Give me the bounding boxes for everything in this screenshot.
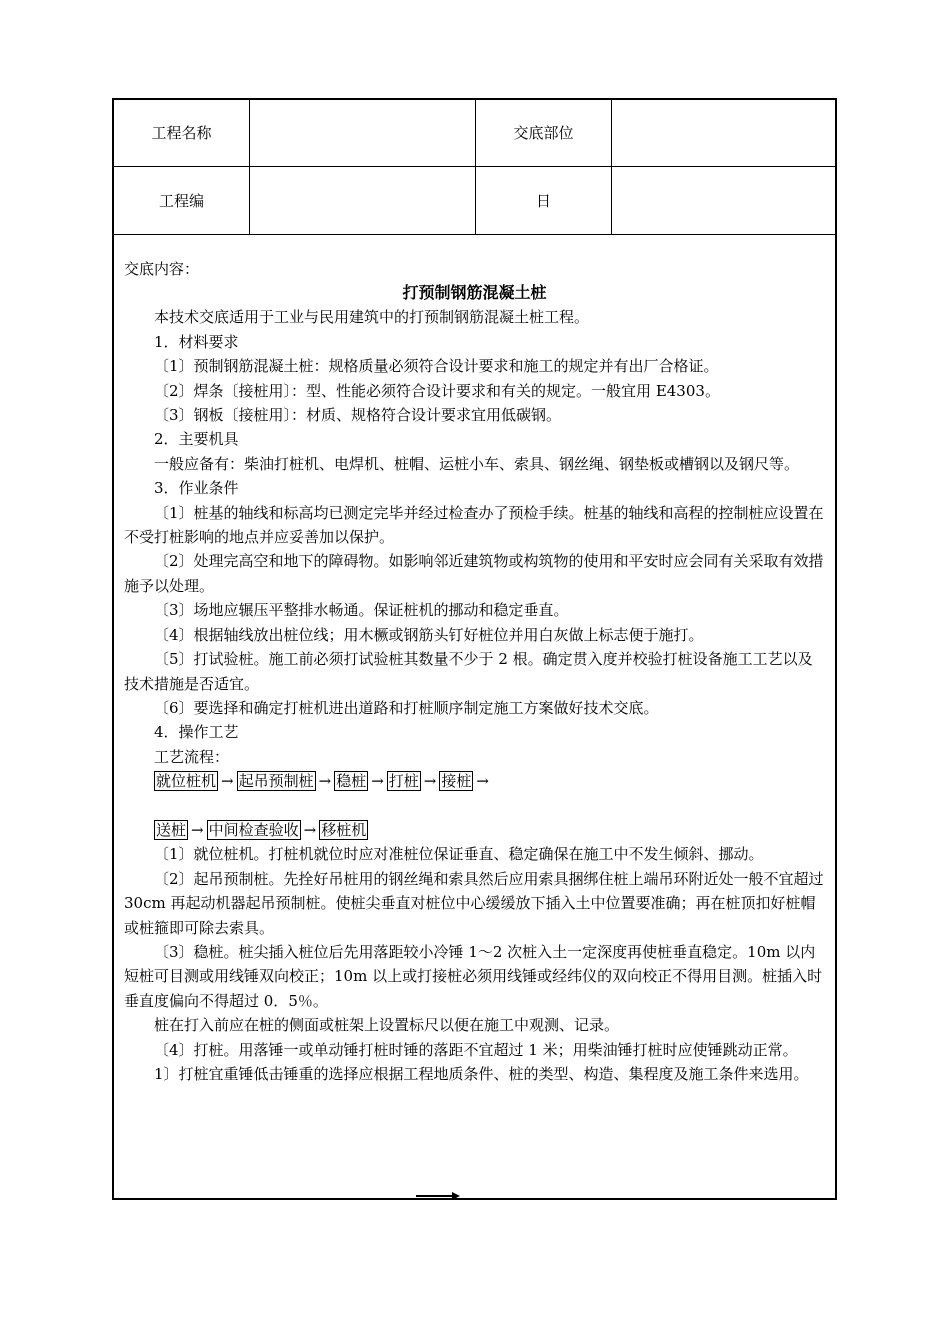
flow-arrow-icon: →: [221, 772, 234, 791]
process-item: 〔4〕打桩。用落锤一或单动锤打桩时锤的落距不宜超过 1 米；用柴油锤打桩时应使锤跳动正常。: [154, 1040, 798, 1059]
flow-arrow-icon: →: [191, 820, 204, 839]
flow-arrow-icon: →: [303, 820, 317, 839]
flow-arrow-icon: →: [318, 772, 332, 791]
flow-arrow-icon: →: [476, 772, 489, 791]
material-item: 〔2〕焊条〔接桩用〕：型、性能必须符合设计要求和有关的规定。一般宜用 E4303。: [154, 381, 720, 400]
flow-step: 接桩: [441, 772, 472, 791]
process-item: 1〕打桩宜重锤低击锤重的选择应根据工程地质条件、桩的类型、构造、集程度及施工条件来选用。: [154, 1064, 809, 1083]
material-item: 〔3〕钢板〔接桩用〕：材质、规格符合设计要求宜用低碳钢。: [154, 406, 562, 425]
handover-form: [112, 98, 837, 1200]
section-process-title: 4．操作工艺: [154, 723, 239, 742]
section-conditions-title: 3．作业条件: [154, 479, 239, 498]
process-item: 〔1〕就位桩机。打桩机就位时应对准桩位保证垂直、稳定确保在施工中不发生倾斜、挪动。: [154, 845, 764, 864]
flow-arrow-icon: →: [371, 772, 384, 791]
condition-item: 〔4〕根据轴线放出桩位线；用木橛或钢筋头钉好桩位并用白灰做上标志便于施打。: [154, 625, 704, 644]
flow-step: 送桩: [156, 820, 187, 839]
date-label: 日: [535, 192, 551, 210]
arrow-right-icon: [416, 1192, 460, 1200]
flow-step: 稳桩: [336, 772, 367, 791]
project-no-label: 工程编: [158, 192, 204, 210]
material-item: 〔1〕预制钢筋混凝土桩：规格质量必须符合设计要求和施工的规定并有出厂合格证。: [154, 357, 719, 376]
process-item: 〔3〕稳桩。桩尖插入桩位后先用落距较小冷锤 1～2 次桩入土一定深度再使桩垂直稳定。10m 以内短桩可目测或用线锤双向校正；10m 以上或打接桩必须用线锤或经纬仪的双向校正不得用目测。桩插入时垂直度偏向不得超过 0．5％。: [124, 942, 823, 1010]
header-col-divider-3: [611, 100, 612, 235]
flow-step: 就位桩机: [156, 772, 217, 791]
process-flow-row-2: [124, 818, 825, 842]
flow-step: 起吊预制桩: [238, 772, 314, 791]
condition-item: 〔1〕桩基的轴线和标高均已测定完毕并经过检查办了预检手续。桩基的轴线和高程的控制桩应设置在不受打桩影响的地点并应妥善加以保护。: [124, 503, 824, 547]
flow-spacer: [124, 794, 825, 818]
project-name-label: 工程名称: [151, 124, 212, 142]
process-flow-row-1: [124, 769, 825, 793]
condition-item: 〔5〕打试验桩。施工前必须打试验桩其数量不少于 2 根。确定贯入度并校验打桩设备施工工艺以及技术措施是否适宜。: [124, 650, 813, 693]
process-item: 〔2〕起吊预制桩。先拴好吊桩用的钢丝绳和索具然后应用索具捆绑住桩上端吊环附近处一般不宜超过 30cm 再起动机器起吊预制桩。使桩尖垂直对桩位中心缓缓放下插入土中位置要准确；再在桩顶扣好桩帽或桩箍即可除去索具。: [124, 869, 824, 937]
condition-item: 〔6〕要选择和确定打桩机进出道路和打桩顺序制定施工方案做好技术交底。: [154, 698, 659, 717]
handover-content: [124, 257, 825, 1086]
process-item: 桩在打入前应在桩的侧面或桩架上设置标尺以便在施工中观测、记录。: [154, 1016, 620, 1035]
document-title: 打预制钢筋混凝土桩: [402, 283, 547, 303]
header-col-divider-1: [249, 100, 250, 235]
header-col-divider-2: [475, 100, 476, 235]
flow-step: 中间检查验收: [208, 820, 299, 839]
flow-arrow-icon: →: [423, 772, 437, 791]
condition-item: 〔2〕处理完高空和地下的障碍物。如影响邻近建筑物或构筑物的使用和平安时应会同有关采取有效措施予以处理。: [124, 552, 824, 595]
flow-label: 工艺流程：: [154, 747, 230, 766]
flow-step: 移桩机: [321, 820, 367, 839]
flow-step: 打桩: [388, 772, 419, 791]
intro-label: 交底内容：: [124, 260, 200, 278]
section-equipment-title: 2．主要机具: [154, 430, 239, 449]
section-materials-title: 1．材料要求: [154, 332, 239, 351]
condition-item: 〔3〕场地应辗压平整排水畅通。保证桩机的挪动和稳定垂直。: [154, 601, 569, 620]
handover-part-label: 交底部位: [513, 124, 574, 142]
scope-paragraph: 本技术交底适用于工业与民用建筑中的打预制钢筋混凝土桩工程。: [154, 308, 590, 327]
equipment-paragraph: 一般应备有：柴油打桩机、电焊机、桩帽、运桩小车、索具、钢丝绳、钢垫板或槽钢以及钢尺等。: [154, 454, 800, 473]
